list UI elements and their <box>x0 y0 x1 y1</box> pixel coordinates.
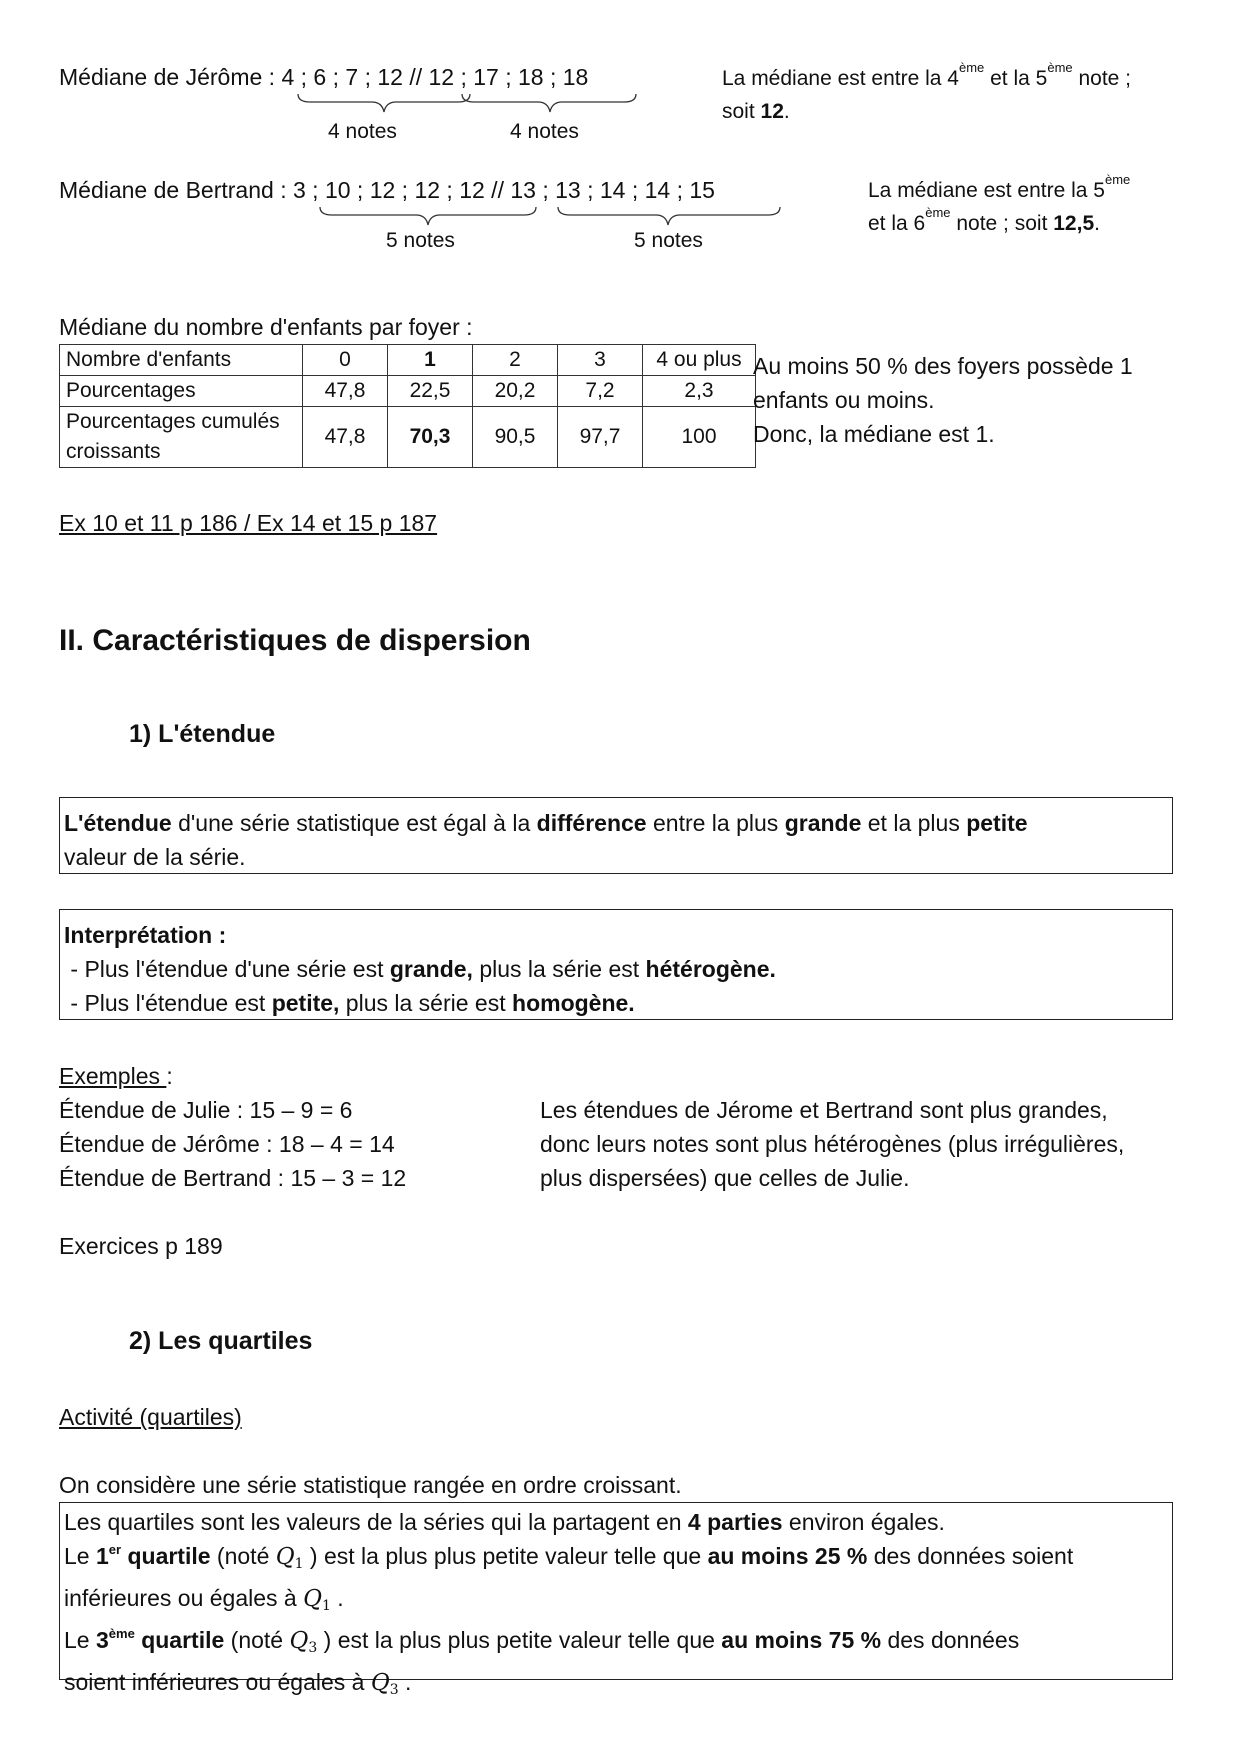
table-cell: 70,3 <box>388 407 473 468</box>
q-text: inférieures ou égales à <box>64 1585 304 1611</box>
def-text: et la plus <box>861 810 967 836</box>
note-sup: ème <box>959 60 985 75</box>
q-line-2 <box>64 1539 1168 1581</box>
table-cell: 90,5 <box>473 407 558 468</box>
bertrand-median-note-line2 <box>868 205 1100 236</box>
q-text: Le <box>64 1543 96 1569</box>
table-cell: 97,7 <box>558 407 643 468</box>
table-row <box>60 407 756 468</box>
quartiles-intro: On considère une série statistique rangée en ordre croissant. <box>59 1472 682 1498</box>
interp-text: plus la série est <box>339 990 513 1016</box>
q-text: ) est la plus plus petite valeur telle que <box>303 1543 708 1569</box>
q-letter: Q <box>370 1670 390 1696</box>
exercises-link: Ex 10 et 11 p 186 / Ex 14 et 15 p 187 <box>59 510 438 536</box>
jerome-group-right: 4 notes <box>510 120 579 143</box>
q-text: soient inférieures ou égales à <box>64 1669 371 1695</box>
interp-text: - Plus l'étendue d'une série est <box>64 956 390 982</box>
table-cell: Nombre d'enfants <box>60 345 303 376</box>
q-text: des données <box>881 1627 1020 1653</box>
brace-left <box>298 94 470 112</box>
quartiles-definition-box <box>59 1502 1173 1698</box>
q-bold: quartile <box>134 1627 225 1653</box>
section-title: II. Caractéristiques de dispersion <box>59 624 531 657</box>
table-cell: 3 <box>558 345 643 376</box>
cell-text: croissants <box>66 440 161 463</box>
q1-symbol <box>276 1544 304 1570</box>
q-line-4 <box>64 1623 1168 1665</box>
q-sup: ème <box>108 1626 135 1641</box>
interp-text: - Plus l'étendue est <box>64 990 272 1016</box>
note-text: et la 5 <box>984 67 1048 90</box>
q-text: ) est la plus plus petite valeur telle que <box>317 1627 722 1653</box>
table-cell: 47,8 <box>303 407 388 468</box>
etendue-comment <box>540 1093 1124 1195</box>
median-value: 12 <box>760 100 784 123</box>
q-bold: quartile <box>121 1543 211 1569</box>
table-cell: 20,2 <box>473 376 558 407</box>
q-line-1 <box>64 1505 1168 1539</box>
etendue-examples <box>59 1059 406 1195</box>
bertrand-group-left: 5 notes <box>386 229 455 252</box>
table-cell: 7,2 <box>558 376 643 407</box>
note-sup: ème <box>1047 60 1073 75</box>
q-bold: 1 <box>95 1543 109 1569</box>
q-text: . <box>330 1585 344 1611</box>
interp-text: plus la série est <box>472 956 646 982</box>
examples-heading <box>59 1059 406 1093</box>
comment-line: enfants ou moins. <box>753 387 935 413</box>
q-subscript: 3 <box>308 1640 318 1656</box>
note-text: . <box>783 100 790 123</box>
q-bold: au moins 25 % <box>707 1543 868 1569</box>
example-julie: Étendue de Julie : 15 – 9 = 6 <box>59 1097 353 1123</box>
interp-bold: petite, <box>271 990 340 1016</box>
brace-right <box>462 94 636 112</box>
example-bertrand: Étendue de Bertrand : 15 – 3 = 12 <box>59 1165 407 1191</box>
interp-title: Interprétation : <box>64 922 227 948</box>
table-cell: 1 <box>388 345 473 376</box>
q-text: (noté <box>210 1543 276 1569</box>
comment-line: Au moins 50 % des foyers possède 1 <box>753 353 1133 379</box>
table-cell: 0 <box>303 345 388 376</box>
table-cell: Pourcentages <box>60 376 303 407</box>
median-bertrand-braces <box>318 205 784 229</box>
note-text: . <box>1094 212 1100 235</box>
q3-symbol <box>290 1628 318 1654</box>
examples-label: Exemples <box>59 1063 167 1089</box>
q-bold: au moins 75 % <box>721 1627 882 1653</box>
def-text: entre la plus <box>646 810 785 836</box>
jerome-median-note <box>722 60 1132 91</box>
etendue-exercises: Exercices p 189 <box>59 1233 223 1259</box>
def-bold: L'étendue <box>64 810 172 836</box>
etendue-definition-box <box>59 797 1173 874</box>
children-title: Médiane du nombre d'enfants par foyer : <box>59 314 473 340</box>
note-text: note ; <box>1072 67 1132 90</box>
examples-colon: : <box>166 1063 173 1089</box>
median-jerome-braces <box>296 92 640 116</box>
brace-right <box>558 207 780 225</box>
comment-line: plus dispersées) que celles de Julie. <box>540 1165 910 1191</box>
q-subscript: 3 <box>389 1682 399 1698</box>
comment-line: donc leurs notes sont plus hétérogènes (plus irrégulières, <box>540 1131 1125 1157</box>
q3-symbol <box>371 1670 399 1696</box>
table-cell: 2 <box>473 345 558 376</box>
note-text: note ; soit <box>950 212 1054 235</box>
median-jerome-line <box>59 64 588 92</box>
q-text: Les quartiles sont les valeurs de la séries qui la partagent en <box>64 1509 688 1535</box>
jerome-median-note-line2 <box>722 99 790 124</box>
interpretation-box <box>59 909 1173 1020</box>
quartiles-activity: Activité (quartiles) <box>59 1404 242 1430</box>
table-cell: 100 <box>643 407 756 468</box>
note-text: et la 6 <box>868 212 926 235</box>
q-letter: Q <box>289 1628 309 1654</box>
comment-line: Les étendues de Jérome et Bertrand sont plus grandes, <box>540 1097 1108 1123</box>
comment-line: Donc, la médiane est 1. <box>753 421 995 447</box>
q-subscript: 1 <box>294 1556 304 1572</box>
q-bold: 4 parties <box>687 1509 783 1535</box>
def-text: d'une série statistique est égal à la <box>171 810 537 836</box>
interp-bold: hétérogène. <box>645 956 776 982</box>
table-cell: 2,3 <box>643 376 756 407</box>
note-text: soit <box>722 100 761 123</box>
def-text: valeur de la série. <box>64 844 246 870</box>
q-text: Le <box>64 1627 96 1653</box>
q-text: des données soient <box>867 1543 1074 1569</box>
table-cell: 47,8 <box>303 376 388 407</box>
q-text: environ égales. <box>782 1509 945 1535</box>
note-sup: ème <box>1105 172 1131 187</box>
def-bold: petite <box>966 810 1028 836</box>
interp-bold: grande, <box>389 956 473 982</box>
table-cell: 4 ou plus <box>643 345 756 376</box>
table-cell <box>60 407 303 468</box>
example-jerome: Étendue de Jérôme : 18 – 4 = 14 <box>59 1131 395 1157</box>
q-sup: er <box>108 1542 122 1557</box>
quartiles-title: 2) Les quartiles <box>129 1327 313 1355</box>
note-sup: ème <box>925 205 951 220</box>
etendue-title: 1) L'étendue <box>129 720 276 748</box>
def-bold: grande <box>784 810 862 836</box>
table-row <box>60 345 756 376</box>
q-text: (noté <box>224 1627 290 1653</box>
children-comment <box>753 349 1133 451</box>
interp-bold: homogène. <box>512 990 635 1016</box>
median-bertrand-series: 3 ; 10 ; 12 ; 12 ; 12 // 13 ; 13 ; 14 ; 14 ; 15 <box>292 177 715 203</box>
q-line-5 <box>64 1665 1168 1707</box>
jerome-group-left: 4 notes <box>328 120 397 143</box>
q-text: . <box>398 1669 412 1695</box>
median-bertrand-line <box>59 177 715 205</box>
median-value: 12,5 <box>1053 212 1095 235</box>
brace-left <box>320 207 536 225</box>
bertrand-median-note <box>868 172 1131 203</box>
q-subscript: 1 <box>321 1598 331 1614</box>
median-bertrand-label: Médiane de Bertrand : <box>59 177 287 203</box>
note-text: La médiane est entre la 5 <box>868 179 1105 202</box>
q1-symbol <box>303 1586 331 1612</box>
median-jerome-series: 4 ; 6 ; 7 ; 12 // 12 ; 17 ; 18 ; 18 <box>281 64 589 90</box>
note-text: La médiane est entre la 4 <box>722 67 959 90</box>
q-line-3 <box>64 1581 1168 1623</box>
table-cell: 22,5 <box>388 376 473 407</box>
cell-text: Pourcentages cumulés <box>66 410 280 433</box>
median-jerome-label: Médiane de Jérôme : <box>59 64 276 90</box>
q-letter: Q <box>275 1544 295 1570</box>
bertrand-group-right: 5 notes <box>634 229 703 252</box>
children-table <box>59 344 756 468</box>
table-row <box>60 376 756 407</box>
q-bold: 3 <box>95 1627 109 1653</box>
q-letter: Q <box>303 1586 322 1612</box>
def-bold: différence <box>536 810 647 836</box>
